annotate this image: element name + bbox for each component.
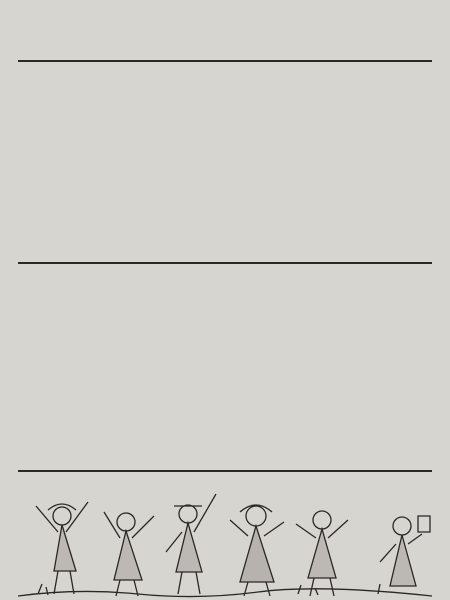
top-rule [18,60,432,62]
bottom-rule [18,470,432,472]
dancer-border-illustration [18,22,432,56]
dancers-illustration [18,476,432,600]
middle-rule [18,262,432,264]
